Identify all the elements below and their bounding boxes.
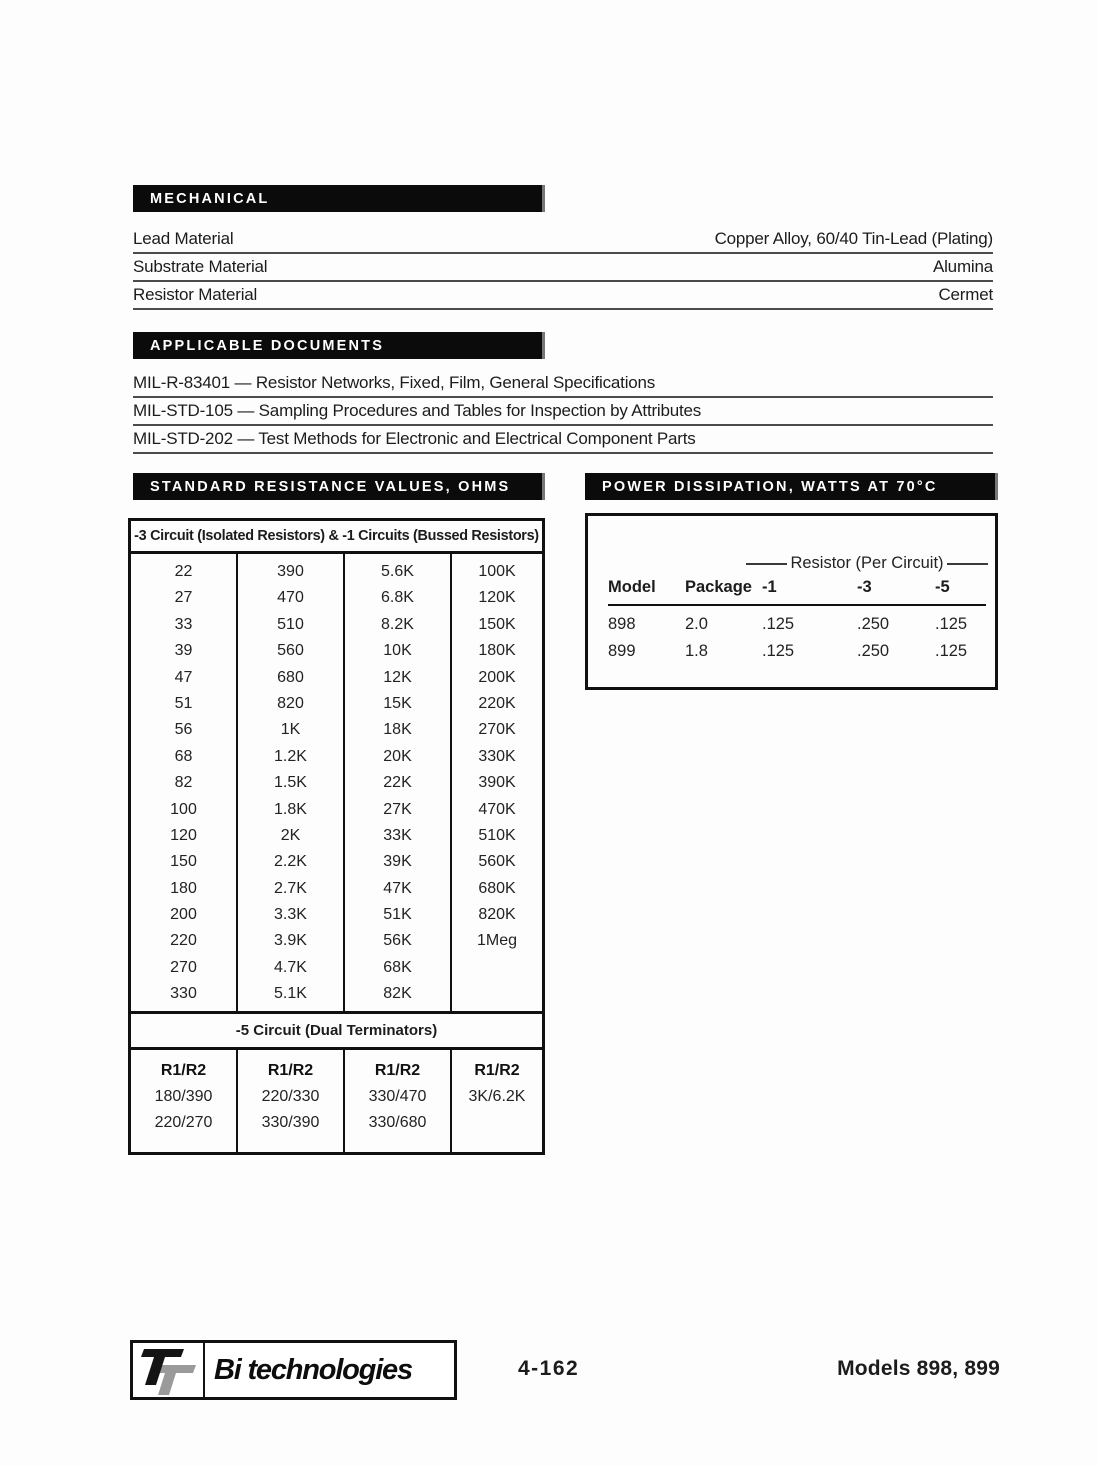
- resistance-value: 180: [170, 879, 197, 897]
- resistance-value: 47: [174, 668, 193, 686]
- spec-label: Resistor Material: [133, 285, 258, 304]
- power-table-cell: 899: [608, 642, 636, 660]
- power-table-cell: 898: [608, 615, 636, 633]
- dual-terminator-value: 220/330: [261, 1087, 320, 1105]
- resistance-value: 15K: [383, 694, 412, 712]
- tt-monogram-icon: [133, 1343, 205, 1397]
- mechanical-spec-table: [133, 226, 993, 310]
- dual-terminators-grid: [131, 1050, 542, 1152]
- spec-row: [133, 254, 993, 282]
- resistance-value: 2.7K: [274, 879, 307, 897]
- resistance-value: 150K: [478, 615, 516, 633]
- dual-terminators-title: -5 Circuit (Dual Terminators): [131, 1011, 542, 1050]
- power-table-row: [608, 638, 986, 665]
- spec-row: [133, 226, 993, 254]
- power-table-row: [608, 611, 986, 638]
- spec-row: [133, 282, 993, 310]
- resistance-value: 33K: [383, 826, 412, 844]
- spec-value: Copper Alloy, 60/40 Tin-Lead (Plating): [714, 229, 993, 248]
- resistance-value: 470: [277, 589, 304, 607]
- page-number: 4-162: [518, 1357, 580, 1380]
- resistance-table-title: -3 Circuit (Isolated Resistors) & -1 Circuits (Bussed Resistors): [131, 521, 542, 554]
- section-header-applicable-documents: APPLICABLE DOCUMENTS: [133, 332, 545, 359]
- resistance-value: 100: [170, 800, 197, 818]
- resistance-value: 1.8K: [274, 800, 307, 818]
- spec-value: Alumina: [932, 257, 993, 276]
- resistance-value: 150: [170, 853, 197, 871]
- spec-label: Substrate Material: [133, 257, 268, 276]
- resistance-value: 56: [174, 721, 193, 739]
- power-table-cell: .125: [935, 615, 968, 633]
- resistance-value: 82K: [383, 985, 412, 1003]
- resistance-value: 82: [174, 774, 193, 792]
- resistance-value: 180K: [478, 642, 516, 660]
- resistance-value: 510K: [478, 826, 516, 844]
- dual-terminator-column: [345, 1050, 452, 1152]
- power-table-cell: 2.0: [685, 615, 708, 633]
- document-item: MIL-STD-105 — Sampling Procedures and Tables for Inspection by Attributes: [133, 398, 993, 426]
- resistance-column: [345, 554, 452, 1011]
- resistance-value: 4.7K: [274, 958, 307, 976]
- resistance-value: 680K: [478, 879, 516, 897]
- resistance-value: 39: [174, 642, 193, 660]
- power-column-header: Model: [608, 578, 656, 596]
- resistance-value: 27: [174, 589, 193, 607]
- resistance-value: 6.8K: [381, 589, 414, 607]
- resistance-value: [452, 981, 542, 1007]
- power-table-cell: .250: [857, 642, 890, 660]
- resistance-value: 220: [170, 932, 197, 950]
- brand-logo: [130, 1340, 457, 1400]
- dual-terminator-value: 220/270: [154, 1113, 213, 1131]
- resistance-value: 100K: [478, 563, 516, 580]
- dual-column-header: R1/R2: [374, 1061, 421, 1079]
- dual-column-header: R1/R2: [474, 1061, 520, 1079]
- resistance-value: 47K: [383, 879, 412, 897]
- resistance-value: 560K: [478, 853, 516, 871]
- resistance-value: 390K: [478, 774, 516, 792]
- resistance-value: 330: [170, 985, 197, 1003]
- power-column-header: -3: [857, 578, 872, 596]
- resistance-value: 200K: [478, 668, 516, 686]
- resistance-value: 330K: [478, 747, 516, 765]
- resistance-value: 1.5K: [274, 774, 307, 792]
- power-column-header: -5: [935, 578, 950, 596]
- dual-terminator-value: 330/470: [368, 1087, 427, 1105]
- power-table-cell: .125: [762, 642, 795, 660]
- dual-terminator-column: [238, 1050, 345, 1152]
- resistance-value: 5.1K: [274, 985, 307, 1003]
- span-rule-right: [947, 563, 988, 565]
- resistance-column: [238, 554, 345, 1011]
- resistance-value: 390: [277, 563, 304, 580]
- dual-terminator-value: 3K/6.2K: [468, 1087, 526, 1105]
- resistance-value: 470K: [478, 800, 516, 818]
- dual-terminator-value: 180/390: [154, 1087, 213, 1105]
- resistance-value: 820: [277, 694, 304, 712]
- resistance-value: 2K: [280, 826, 301, 844]
- resistance-value: 20K: [383, 747, 412, 765]
- span-header-label: Resistor (Per Circuit): [790, 554, 944, 572]
- power-column-header: -1: [762, 578, 777, 596]
- resistance-value: 33: [174, 615, 193, 633]
- power-table-cell: .250: [857, 615, 890, 633]
- document-item: MIL-STD-202 — Test Methods for Electronic and Electrical Component Parts: [133, 426, 993, 454]
- resistance-value: [452, 955, 542, 981]
- dual-terminator-value: [452, 1110, 542, 1136]
- resistance-value: 3.3K: [274, 906, 307, 924]
- resistance-value: 1K: [280, 721, 301, 739]
- power-table-header-row: [608, 578, 986, 606]
- span-rule-left: [746, 563, 787, 565]
- resistance-value: 120: [170, 826, 197, 844]
- power-table-cell: 1.8: [685, 642, 708, 660]
- resistance-value: 1Meg: [476, 932, 518, 950]
- dual-terminator-value: 330/390: [261, 1113, 320, 1131]
- resistance-value: 51K: [383, 906, 412, 924]
- resistance-value: 2.2K: [274, 853, 307, 871]
- resistance-value: 3.9K: [274, 932, 307, 950]
- resistance-value: 68: [174, 747, 193, 765]
- resistance-value: 22K: [383, 774, 412, 792]
- resistance-column: [452, 554, 542, 1011]
- resistance-value: 68K: [383, 958, 412, 976]
- resistance-value: 12K: [383, 668, 412, 686]
- resistance-value: 220K: [478, 694, 516, 712]
- resistance-value: 39K: [383, 853, 412, 871]
- power-dissipation-table: [585, 513, 998, 690]
- section-header-mechanical: MECHANICAL: [133, 185, 545, 212]
- resistance-value: 51: [174, 694, 193, 712]
- resistance-value: 18K: [383, 721, 412, 739]
- resistance-value: 5.6K: [381, 563, 414, 580]
- dual-column-header: R1/R2: [160, 1061, 207, 1079]
- brand-name: Bi technologies: [214, 1353, 412, 1386]
- resistance-value: 10K: [383, 642, 412, 660]
- dual-terminator-column: [131, 1050, 238, 1152]
- spec-value: Cermet: [938, 285, 993, 304]
- resistance-value: 820K: [478, 906, 516, 924]
- power-table-rows: [608, 611, 986, 665]
- resistance-value: 8.2K: [381, 615, 414, 633]
- resistance-value: 1.2K: [274, 747, 307, 765]
- resistance-values-grid: [131, 554, 542, 1011]
- resistance-value: 27K: [383, 800, 412, 818]
- spec-label: Lead Material: [133, 229, 234, 248]
- power-column-header: Package: [685, 578, 752, 596]
- resistance-column: [131, 554, 238, 1011]
- dual-column-header: R1/R2: [267, 1061, 314, 1079]
- section-header-standard-resistance: STANDARD RESISTANCE VALUES, OHMS: [133, 473, 545, 500]
- applicable-documents-list: [133, 370, 993, 454]
- standard-resistance-table: [128, 518, 545, 1155]
- power-table-cell: .125: [762, 615, 795, 633]
- dual-terminator-column: [452, 1050, 542, 1152]
- section-header-power-dissipation: POWER DISSIPATION, WATTS AT 70°C: [585, 473, 998, 500]
- resistance-value: 680: [277, 668, 304, 686]
- resistance-value: 56K: [383, 932, 412, 950]
- document-item: MIL-R-83401 — Resistor Networks, Fixed, Film, General Specifications: [133, 370, 993, 398]
- resistance-value: 270: [170, 958, 197, 976]
- resistance-value: 22: [174, 563, 193, 580]
- power-table-cell: .125: [935, 642, 968, 660]
- dual-terminator-value: 330/680: [368, 1113, 427, 1131]
- resistance-value: 200: [170, 906, 197, 924]
- resistance-value: 510: [277, 615, 304, 633]
- models-label: Models 898, 899: [837, 1357, 1000, 1380]
- resistor-per-circuit-span-header: [746, 554, 988, 573]
- resistance-value: 560: [277, 642, 304, 660]
- resistance-value: 120K: [478, 589, 516, 607]
- resistance-value: 270K: [478, 721, 516, 739]
